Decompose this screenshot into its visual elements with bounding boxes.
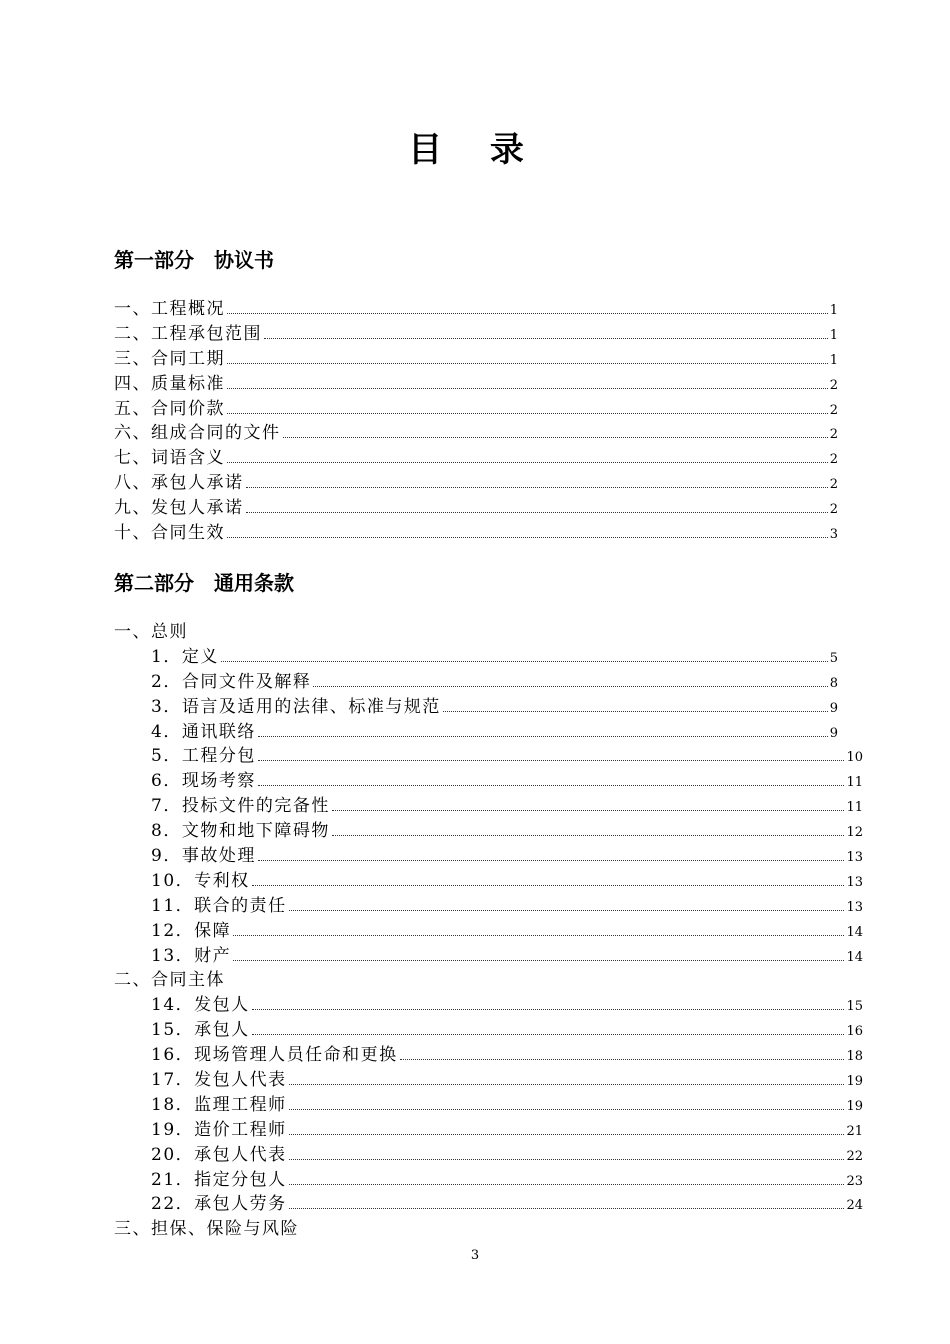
toc-entry-label: 18．监理工程师 (151, 1094, 287, 1115)
toc-entry-label: 九、发包人承诺 (114, 498, 244, 519)
toc-entry-page: 19 (846, 1098, 863, 1114)
toc-entry-page: 18 (846, 1049, 863, 1065)
toc-entry-page: 19 (846, 1074, 863, 1090)
toc-entry[interactable] (114, 869, 863, 894)
toc-leader-dots (258, 785, 845, 786)
toc-entry-page: 2 (829, 502, 838, 518)
toc-entry-label: 五、合同价款 (114, 398, 225, 419)
toc-leader-dots (227, 388, 828, 389)
toc-entry-page: 2 (829, 402, 838, 418)
toc-leader-dots (227, 462, 828, 463)
toc-entry[interactable] (114, 421, 838, 446)
toc-entry-page: 1 (829, 327, 838, 343)
toc-entry[interactable] (114, 720, 838, 745)
toc-leader-dots (289, 1134, 845, 1135)
toc-leader-dots (289, 1208, 845, 1209)
toc-leader-dots (289, 1184, 845, 1185)
toc-entry-page: 13 (846, 850, 863, 866)
toc-entry-label: 四、质量标准 (114, 373, 225, 394)
toc-entry-label: 4．通讯联络 (151, 721, 256, 742)
toc-entry[interactable] (114, 322, 838, 347)
toc-entry-label: 10．专利权 (151, 870, 250, 891)
toc-entry-page: 22 (846, 1148, 863, 1164)
toc-leader-dots (264, 338, 828, 339)
toc-entry-label: 15．承包人 (151, 1020, 250, 1041)
toc-entry-page: 2 (829, 427, 838, 443)
toc-entry-page: 13 (846, 874, 863, 890)
toc-entry[interactable] (114, 695, 838, 720)
toc-entry-label: 十、合同生效 (114, 523, 225, 544)
toc-entry-page: 11 (846, 775, 863, 791)
page-title: 目 录 (408, 130, 542, 170)
toc-entry-label: 13．财产 (151, 945, 232, 966)
toc-entry-label: 二、工程承包范围 (114, 323, 262, 344)
toc-leader-dots (289, 1109, 845, 1110)
toc-leader-dots (246, 487, 828, 488)
toc-entry[interactable] (114, 446, 838, 471)
toc-entry-label: 5．工程分包 (151, 746, 256, 767)
toc-entry[interactable] (114, 744, 863, 769)
section-heading-guarantee-insurance-risk: 三、担保、保险与风险 (114, 1219, 299, 1240)
page-number: 3 (470, 1248, 480, 1263)
toc-leader-dots (258, 860, 845, 861)
toc-entry-page: 2 (829, 452, 838, 468)
toc-entry-label: 2．合同文件及解释 (151, 671, 312, 692)
toc-entry[interactable] (114, 769, 863, 794)
toc-entry[interactable] (114, 1143, 863, 1168)
toc-entry-page: 9 (829, 725, 838, 741)
toc-entry-page: 21 (846, 1123, 863, 1139)
toc-leader-dots (443, 711, 828, 712)
toc-entry-page: 5 (829, 650, 838, 666)
toc-entry[interactable] (114, 1068, 863, 1093)
toc-entry-label: 8．文物和地下障碍物 (151, 821, 330, 842)
toc-entry[interactable] (114, 471, 838, 496)
toc-entry-page: 23 (846, 1173, 863, 1189)
toc-entry[interactable] (114, 347, 838, 372)
toc-entry-label: 9．事故处理 (151, 846, 256, 867)
part1-toc (114, 297, 838, 546)
toc-entry-label: 3．语言及适用的法律、标准与规范 (151, 696, 441, 717)
toc-entry[interactable] (114, 894, 863, 919)
toc-entry-page: 2 (829, 377, 838, 393)
toc-entry[interactable] (114, 1168, 863, 1193)
toc-entry[interactable] (114, 944, 863, 969)
toc-leader-dots (246, 512, 828, 513)
toc-entry-page: 14 (846, 949, 863, 965)
toc-leader-dots (258, 760, 845, 761)
toc-leader-dots (227, 537, 828, 538)
toc-entry[interactable] (114, 819, 863, 844)
toc-entry-label: 六、组成合同的文件 (114, 423, 281, 444)
toc-leader-dots (233, 935, 844, 936)
toc-entry-page: 15 (846, 999, 863, 1015)
section-heading-parties: 二、合同主体 (114, 970, 225, 991)
toc-entry[interactable] (114, 993, 863, 1018)
toc-entry-label: 八、承包人承诺 (114, 473, 244, 494)
toc-entry[interactable] (114, 397, 838, 422)
toc-leader-dots (332, 810, 845, 811)
toc-entry-page: 14 (846, 924, 863, 940)
toc-leader-dots (252, 885, 845, 886)
toc-leader-dots (283, 437, 828, 438)
toc-leader-dots (400, 1059, 845, 1060)
toc-entry-page: 8 (829, 675, 838, 691)
toc-entry-label: 一、工程概况 (114, 299, 225, 319)
toc-entry-page: 3 (829, 527, 838, 543)
toc-entry-label: 17．发包人代表 (151, 1070, 287, 1091)
toc-entry-page: 12 (846, 825, 863, 841)
section-heading-general: 一、总则 (114, 622, 188, 642)
toc-leader-dots (233, 960, 844, 961)
toc-entry-label: 12．保障 (151, 920, 232, 941)
toc-entry[interactable] (114, 372, 838, 397)
toc-leader-dots (221, 661, 828, 662)
part2-toc (114, 620, 863, 1242)
toc-leader-dots (258, 736, 828, 737)
toc-leader-dots (227, 363, 828, 364)
toc-entry[interactable] (114, 297, 838, 322)
part1-heading: 第一部分 协议书 (114, 248, 274, 272)
toc-leader-dots (313, 686, 827, 687)
toc-entry-label: 7．投标文件的完备性 (151, 796, 330, 817)
toc-entry-page: 13 (846, 899, 863, 915)
toc-entry-label: 七、词语含义 (114, 448, 225, 469)
toc-entry[interactable] (114, 1118, 863, 1143)
toc-entry-page: 9 (829, 700, 838, 716)
toc-entry-label: 1．定义 (151, 646, 219, 667)
toc-leader-dots (332, 835, 845, 836)
toc-leader-dots (227, 413, 828, 414)
toc-entry-label: 16．现场管理人员任命和更换 (151, 1045, 398, 1066)
part2-heading: 第二部分 通用条款 (114, 571, 294, 595)
toc-entry[interactable] (114, 919, 863, 944)
toc-entry[interactable] (114, 496, 838, 521)
toc-entry[interactable] (114, 844, 863, 869)
toc-leader-dots (252, 1009, 845, 1010)
toc-leader-dots (289, 910, 845, 911)
toc-entry-page: 24 (846, 1198, 863, 1214)
toc-leader-dots (252, 1034, 845, 1035)
toc-leader-dots (289, 1159, 845, 1160)
toc-entry-page: 16 (846, 1024, 863, 1040)
toc-entry-label: 21．指定分包人 (151, 1169, 287, 1190)
toc-entry-label: 19．造价工程师 (151, 1119, 287, 1140)
toc-entry-label: 11．联合的责任 (151, 895, 287, 916)
toc-entry[interactable] (114, 794, 863, 819)
toc-entry-page: 11 (846, 800, 863, 816)
toc-entry-label: 14．发包人 (151, 995, 250, 1016)
toc-entry-label: 22．承包人劳务 (151, 1194, 287, 1215)
toc-entry[interactable] (114, 1093, 863, 1118)
toc-entry-label: 三、合同工期 (114, 348, 225, 369)
toc-entry-page: 10 (846, 750, 863, 766)
toc-entry[interactable] (114, 645, 838, 670)
toc-entry[interactable] (114, 1018, 863, 1043)
toc-entry-page: 1 (829, 352, 838, 368)
toc-entry[interactable] (114, 521, 838, 546)
toc-entry[interactable] (114, 1043, 863, 1068)
toc-leader-dots (227, 313, 828, 314)
toc-entry-label: 6．现场考察 (151, 771, 256, 792)
toc-entry-page: 2 (829, 477, 838, 493)
toc-entry-label: 20．承包人代表 (151, 1144, 287, 1165)
toc-entry-page: 1 (829, 303, 838, 318)
toc-entry[interactable] (114, 1192, 863, 1217)
toc-leader-dots (289, 1084, 845, 1085)
toc-entry[interactable] (114, 670, 838, 695)
